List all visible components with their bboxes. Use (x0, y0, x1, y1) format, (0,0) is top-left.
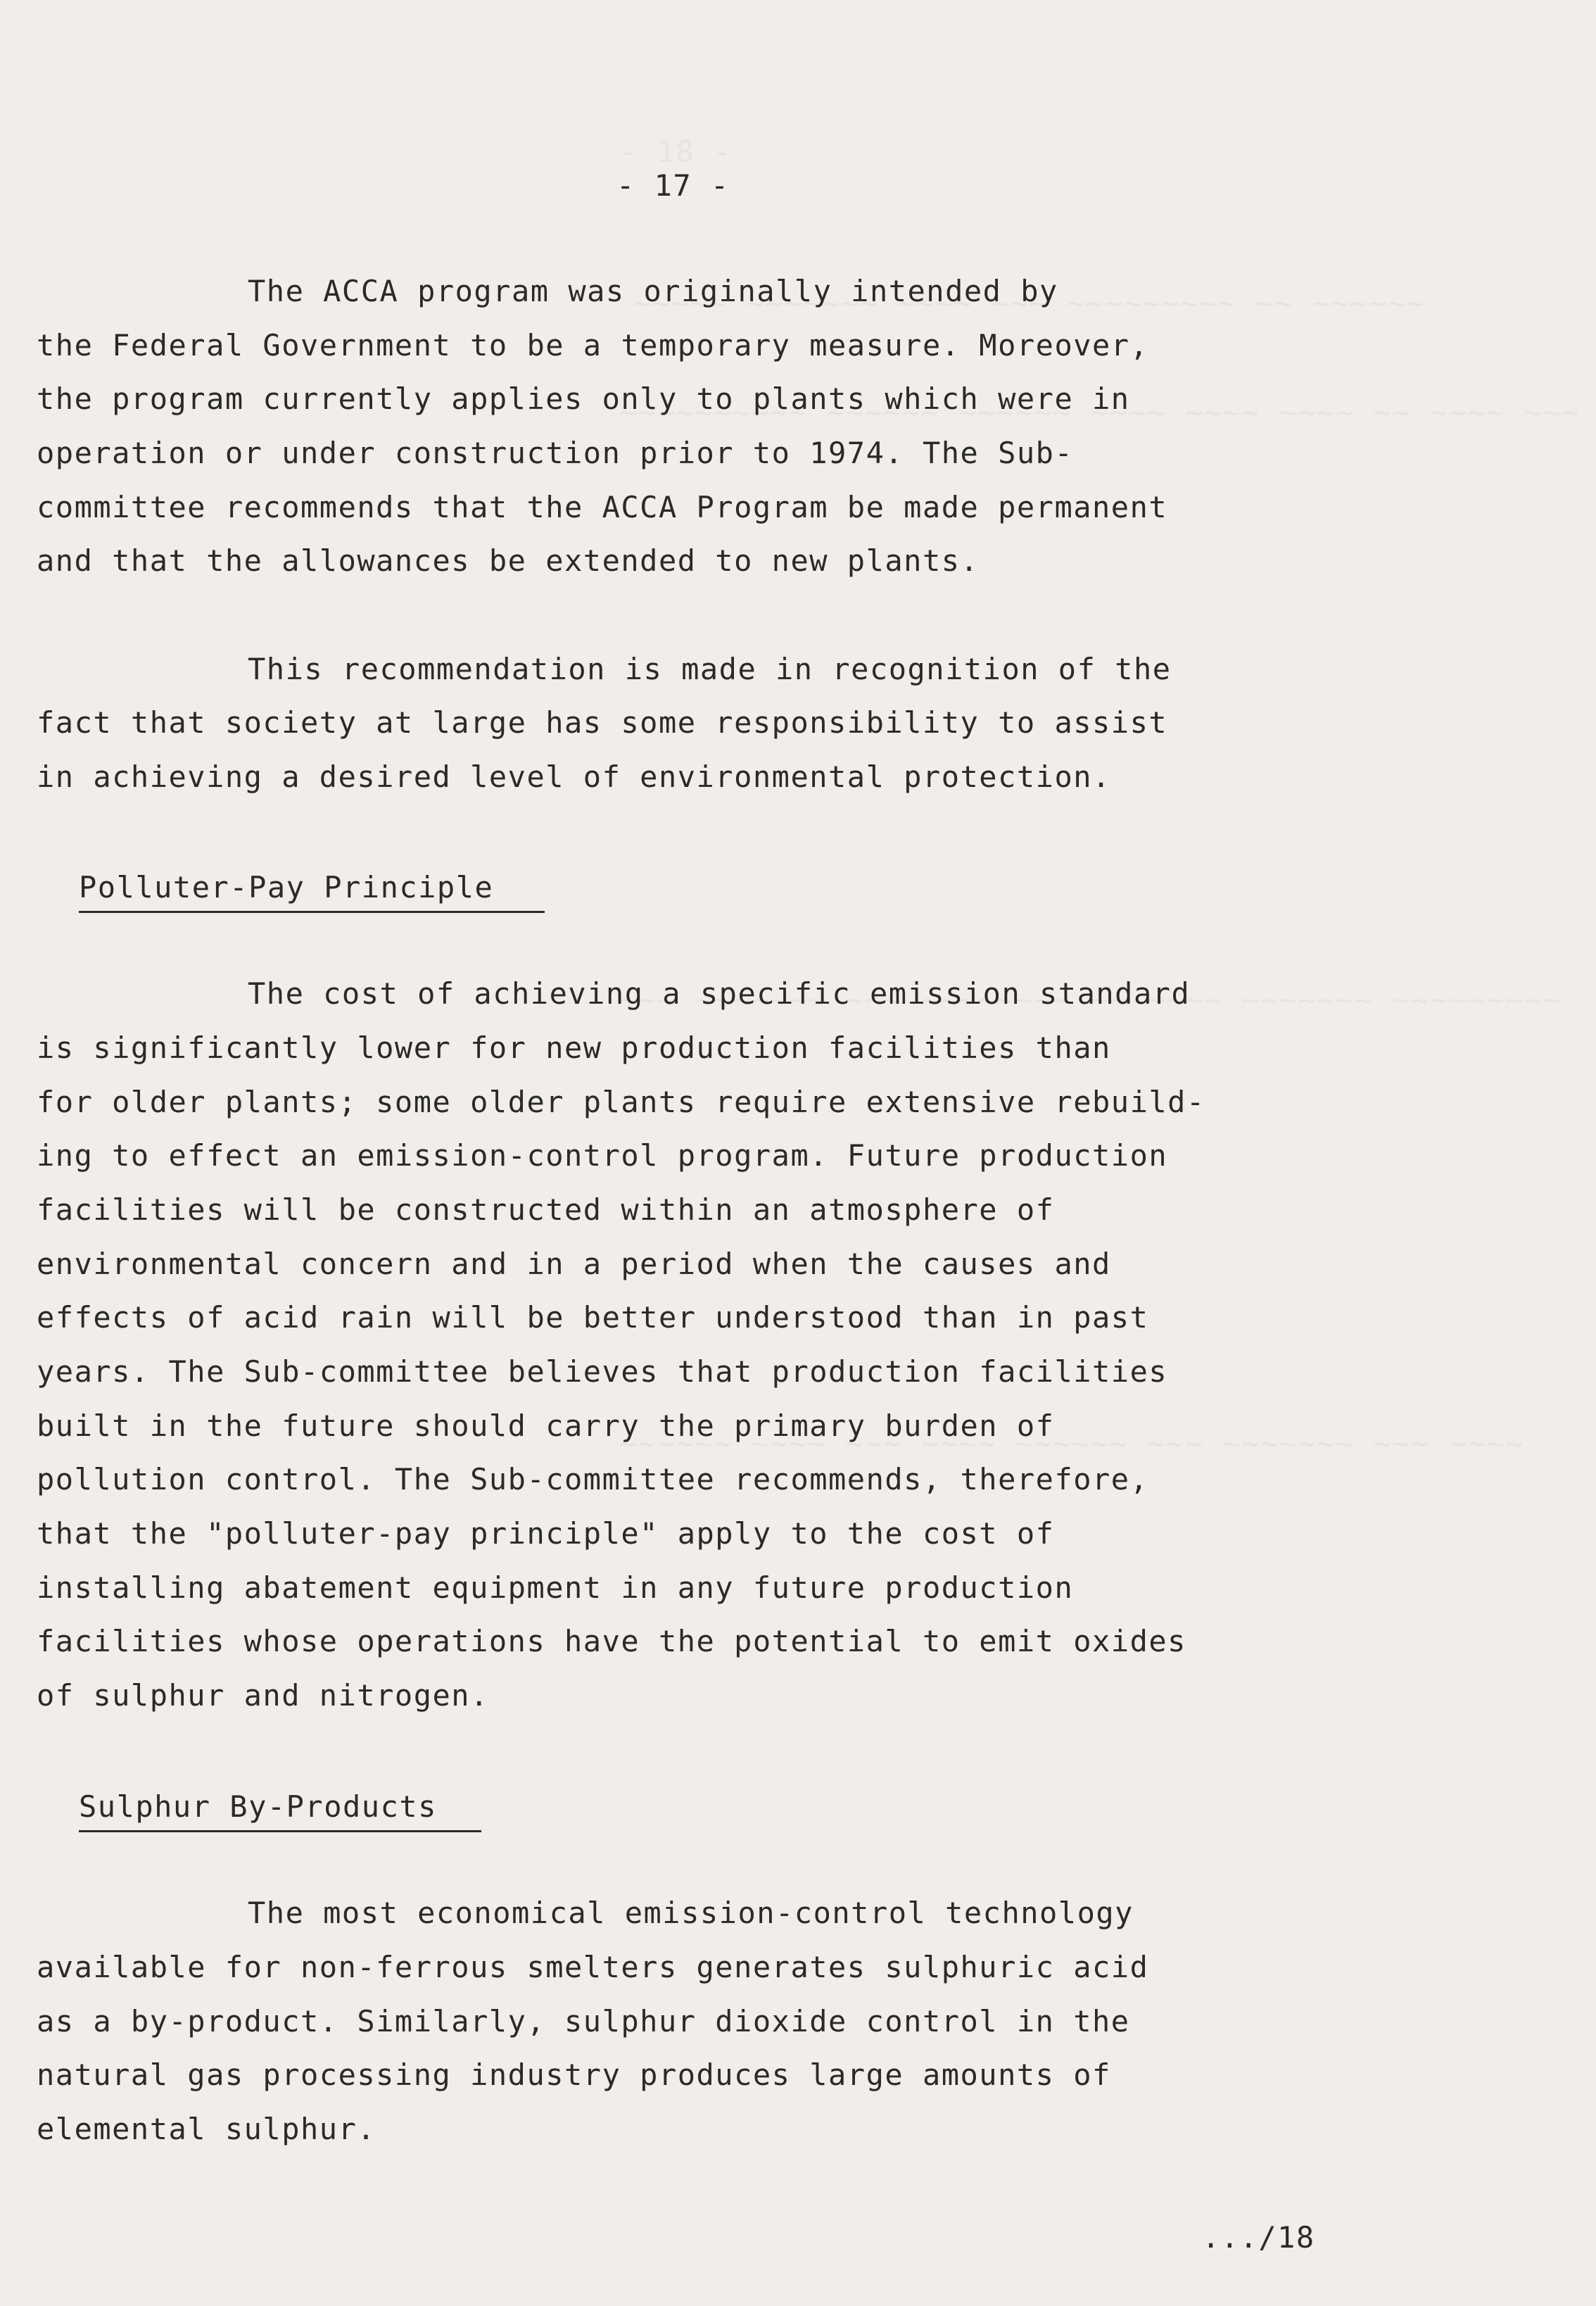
paragraph-line: committee recommends that the ACCA Program be made permanent (37, 490, 1168, 524)
heading-underline (79, 911, 545, 913)
paragraph-line: of sulphur and nitrogen. (37, 1678, 489, 1713)
paragraph-line: ing to effect an emission-control program. Future production (37, 1138, 1168, 1173)
bleed-through-text (619, 137, 733, 167)
section-heading-sulphur-by-products: Sulphur By-Products (79, 1789, 437, 1824)
paragraph-line: The most economical emission-control technology (248, 1896, 1134, 1930)
paragraph-line: natural gas processing industry produces large amounts of (37, 2058, 1111, 2092)
paragraph-line: as a by-product. Similarly, sulphur dioxide control in the (37, 2004, 1130, 2039)
paragraph-line: years. The Sub-committee believes that production facilities (37, 1354, 1168, 1389)
paragraph-line: fact that society at large has some responsibility to assist (37, 705, 1168, 740)
paragraph-line: is significantly lower for new production facilities than (37, 1031, 1111, 1065)
continuation-marker: .../18 (1202, 2220, 1315, 2255)
paragraph-line: available for non-ferrous smelters generates sulphuric acid (37, 1950, 1149, 1984)
paragraph-line: and that the allowances be extended to new plants. (37, 543, 980, 578)
paragraph-line: in achieving a desired level of environmental protection. (37, 760, 1111, 794)
paragraph-line: This recommendation is made in recognition of the (248, 652, 1172, 686)
paragraph-line: the program currently applies only to plants which were in (37, 382, 1130, 416)
paragraph-line: The ACCA program was originally intended by (248, 274, 1058, 308)
paragraph-line: environmental concern and in a period when the causes and (37, 1247, 1111, 1281)
page-number: - 17 - (616, 168, 730, 203)
paragraph-line: for older plants; some older plants require extensive rebuild- (37, 1085, 1205, 1119)
paragraph-line: effects of acid rain will be better understood than in past (37, 1300, 1149, 1335)
paragraph-line: installing abatement equipment in any future production (37, 1570, 1074, 1605)
paragraph-line: operation or under construction prior to 1974. The Sub- (37, 436, 1074, 470)
paragraph-line: the Federal Government to be a temporary measure. Moreover, (37, 328, 1149, 363)
heading-underline (79, 1830, 481, 1832)
paragraph-line: facilities will be constructed within an atmosphere of (37, 1192, 1055, 1227)
paragraph-line: that the "polluter-pay principle" apply to the cost of (37, 1516, 1055, 1551)
paragraph-line: The cost of achieving a specific emission standard (248, 976, 1191, 1011)
paragraph-line: pollution control. The Sub-committee recommends, therefore, (37, 1462, 1149, 1497)
section-heading-polluter-pay: Polluter-Pay Principle (79, 870, 494, 905)
paragraph-line: built in the future should carry the primary burden of (37, 1409, 1055, 1443)
paragraph-line: elemental sulphur. (37, 2112, 376, 2146)
paragraph-line: facilities whose operations have the potential to emit oxides (37, 1624, 1186, 1658)
